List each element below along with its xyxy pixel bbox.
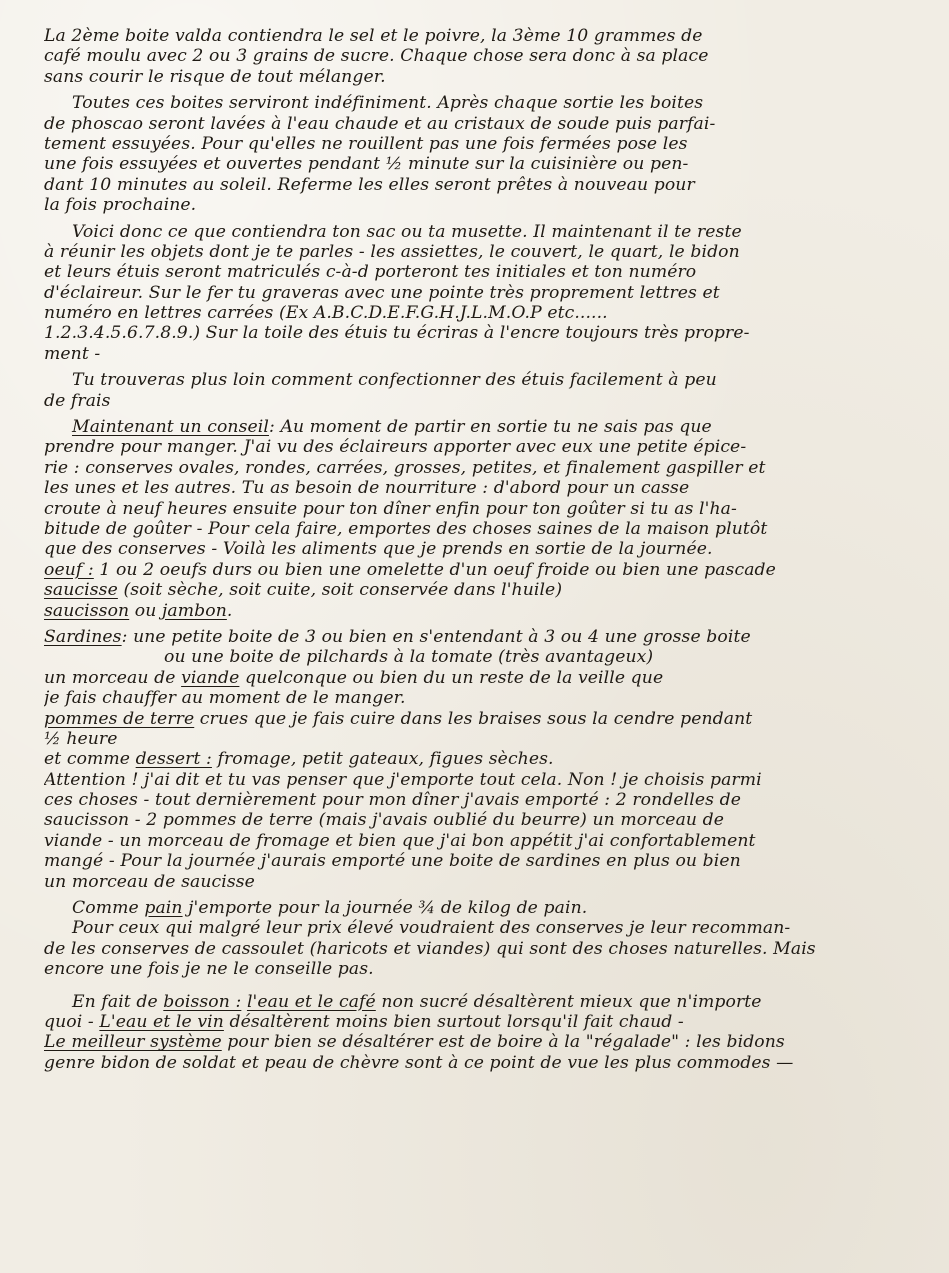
text-line: les unes et les autres. Tu as besoin de nourriture : d'abord pour un casse bbox=[44, 478, 690, 499]
paragraph-entretien-boites bbox=[44, 93, 931, 215]
text-line: ½ heure bbox=[44, 728, 118, 749]
text-fragment: pour bien se désaltérer est de boire à la "régalade" : les bidons bbox=[221, 1032, 785, 1053]
food-item-pommes-de-terre bbox=[44, 709, 931, 729]
text-line: mangé - Pour la journée j'aurais emporté une boite de sardines en plus ou bien bbox=[44, 851, 741, 872]
food-item-oeuf bbox=[44, 560, 931, 580]
food-label: boisson : bbox=[163, 991, 242, 1012]
text-fragment: . bbox=[226, 600, 233, 621]
text-line: de phoscao seront lavées à l'eau chaude et au cristaux de soude puis parfai- bbox=[44, 113, 716, 134]
text-line: Attention ! j'ai dit et tu vas penser que j'emporte tout cela. Non ! je choisis parmi bbox=[44, 769, 762, 790]
paragraph-etuis bbox=[44, 370, 931, 411]
text-line: Tu trouveras plus loin comment confectionner des étuis facilement à peu bbox=[72, 370, 717, 391]
food-label: dessert : bbox=[135, 749, 212, 770]
heading-conseil: Maintenant un conseil bbox=[72, 417, 269, 438]
text-fragment: un morceau de bbox=[44, 667, 182, 688]
text-fragment: j'emporte pour la journée ¾ de kilog de pain. bbox=[182, 898, 588, 919]
text-line: un morceau de saucisse bbox=[44, 871, 255, 892]
text-line: genre bidon de soldat et peau de chèvre sont à ce point de vue les plus commodes — bbox=[44, 1052, 794, 1073]
text-fragment: En fait de bbox=[72, 991, 164, 1012]
food-label: pain bbox=[144, 898, 183, 919]
food-label: oeuf : bbox=[44, 559, 94, 580]
text-line: prendre pour manger. J'ai vu des éclaireurs apporter avec eux une petite épice- bbox=[44, 437, 747, 458]
food-label: pommes de terre bbox=[44, 708, 195, 729]
text-line bbox=[44, 1032, 931, 1052]
food-label: jambon bbox=[161, 600, 227, 621]
text-line bbox=[44, 417, 931, 437]
food-label: saucisson bbox=[44, 600, 130, 621]
text-line: numéro en lettres carrées (Ex A.B.C.D.E.F.G.H.J.L.M.O.P etc...... bbox=[44, 303, 608, 324]
text-line: 1.2.3.4.5.6.7.8.9.) Sur la toile des étuis tu écriras à l'encre toujours très propre- bbox=[44, 323, 750, 344]
text-fragment: fromage, petit gateaux, figues sèches. bbox=[211, 749, 554, 770]
text-line bbox=[44, 992, 931, 1012]
text-line: de frais bbox=[44, 390, 111, 411]
food-item-saucisson bbox=[44, 601, 931, 621]
text-fragment: Comme bbox=[72, 898, 145, 919]
paragraph-sac-musette bbox=[44, 222, 931, 365]
text-line: croute à neuf heures ensuite pour ton dîner enfin pour ton goûter si tu as l'ha- bbox=[44, 498, 737, 519]
text-line: Toutes ces boites serviront indéfiniment. Après chaque sortie les boites bbox=[72, 93, 704, 114]
text-fragment: : une petite boite de 3 ou bien en s'entendant à 3 ou 4 une grosse boite bbox=[121, 626, 751, 647]
text-line: dant 10 minutes au soleil. Referme les elles seront prêtes à nouveau pour bbox=[44, 174, 695, 195]
paragraph-conseil bbox=[44, 417, 931, 560]
food-item-saucisse bbox=[44, 580, 931, 600]
text-line: viande - un morceau de fromage et bien que j'ai bon appétit j'ai confortablement bbox=[44, 830, 756, 851]
text-line bbox=[44, 898, 931, 918]
paragraph-boites-valda bbox=[44, 26, 931, 87]
text-line: saucisson - 2 pommes de terre (mais j'avais oublié du beurre) un morceau de bbox=[44, 810, 725, 831]
food-label: saucisse bbox=[44, 580, 118, 601]
text-line: Voici donc ce que contiendra ton sac ou ta musette. Il maintenant il te reste bbox=[72, 221, 742, 242]
text-line: d'éclaireur. Sur le fer tu graveras avec une pointe très proprement lettres et bbox=[44, 282, 720, 303]
text-line: que des conserves - Voilà les aliments que je prends en sortie de la journée. bbox=[44, 539, 713, 560]
text-line: une fois essuyées et ouvertes pendant ½ minute sur la cuisinière ou pen- bbox=[44, 154, 689, 175]
text-fragment: ou bbox=[129, 600, 162, 621]
paragraph-boisson bbox=[44, 992, 931, 1074]
text-line: bitude de goûter - Pour cela faire, emportes des choses saines de la maison plutôt bbox=[44, 518, 768, 539]
food-label: viande bbox=[181, 667, 240, 688]
text-fragment: désaltèrent moins bien surtout lorsqu'il fait chaud - bbox=[223, 1011, 684, 1032]
text-fragment: : Au moment de partir en sortie tu ne sais pas que bbox=[268, 417, 712, 438]
text-line: à réunir les objets dont je te parles - les assiettes, le couvert, le quart, le bidon bbox=[44, 241, 740, 262]
text-fragment: et comme bbox=[44, 749, 136, 770]
food-item-dessert bbox=[44, 749, 931, 769]
text-fragment: (soit sèche, soit cuite, soit conservée dans l'huile) bbox=[117, 580, 563, 601]
food-list bbox=[44, 560, 931, 770]
food-item-viande bbox=[44, 668, 931, 688]
text-line: café moulu avec 2 ou 3 grains de sucre. Chaque chose sera donc à sa place bbox=[44, 46, 709, 67]
text-fragment: 1 ou 2 oeufs durs ou bien une omelette d'un oeuf froide ou bien une pascade bbox=[93, 559, 776, 580]
paragraph-conserves bbox=[44, 918, 931, 979]
text-line: de les conserves de cassoulet (haricots et viandes) qui sont des choses naturelles. Mais bbox=[44, 938, 816, 959]
text-line: ces choses - tout dernièrement pour mon dîner j'avais emporté : 2 rondelles de bbox=[44, 790, 741, 811]
text-line: La 2ème boite valda contiendra le sel et le poivre, la 3ème 10 grammes de bbox=[44, 26, 703, 46]
text-fragment: quoi - bbox=[44, 1011, 100, 1032]
text-line bbox=[44, 1012, 931, 1032]
text-line: sans courir le risque de tout mélanger. bbox=[44, 66, 386, 87]
text-line: tement essuyées. Pour qu'elles ne rouillent pas une fois fermées pose les bbox=[44, 133, 688, 154]
paragraph-pain bbox=[44, 898, 931, 918]
text-line: Pour ceux qui malgré leur prix élevé voudraient des conserves je leur recomman- bbox=[72, 918, 791, 939]
text-line: et leurs étuis seront matriculés c-à-d porteront tes initiales et ton numéro bbox=[44, 262, 697, 283]
food-label: L'eau et le vin bbox=[99, 1011, 224, 1032]
text-line: ment - bbox=[44, 343, 101, 364]
food-label: Sardines bbox=[44, 626, 122, 647]
food-label: Le meilleur système bbox=[44, 1032, 222, 1053]
text-fragment: crues que je fais cuire dans les braises sous la cendre pendant bbox=[194, 708, 753, 729]
text-line: je fais chauffer au moment de le manger. bbox=[44, 688, 406, 709]
text-line: ou une boite de pilchards à la tomate (très avantageux) bbox=[164, 647, 654, 668]
text-fragment: non sucré désaltèrent mieux que n'importe bbox=[375, 991, 762, 1012]
food-label: l'eau et le café bbox=[246, 991, 376, 1012]
text-line: rie : conserves ovales, rondes, carrées, grosses, petites, et finalement gaspiller et bbox=[44, 457, 766, 478]
text-line: encore une fois je ne le conseille pas. bbox=[44, 959, 374, 980]
paragraph-attention bbox=[44, 770, 931, 892]
text-line: la fois prochaine. bbox=[44, 195, 197, 216]
food-item-sardines bbox=[44, 627, 931, 647]
text-fragment: quelconque ou bien du un reste de la veille que bbox=[239, 667, 664, 688]
